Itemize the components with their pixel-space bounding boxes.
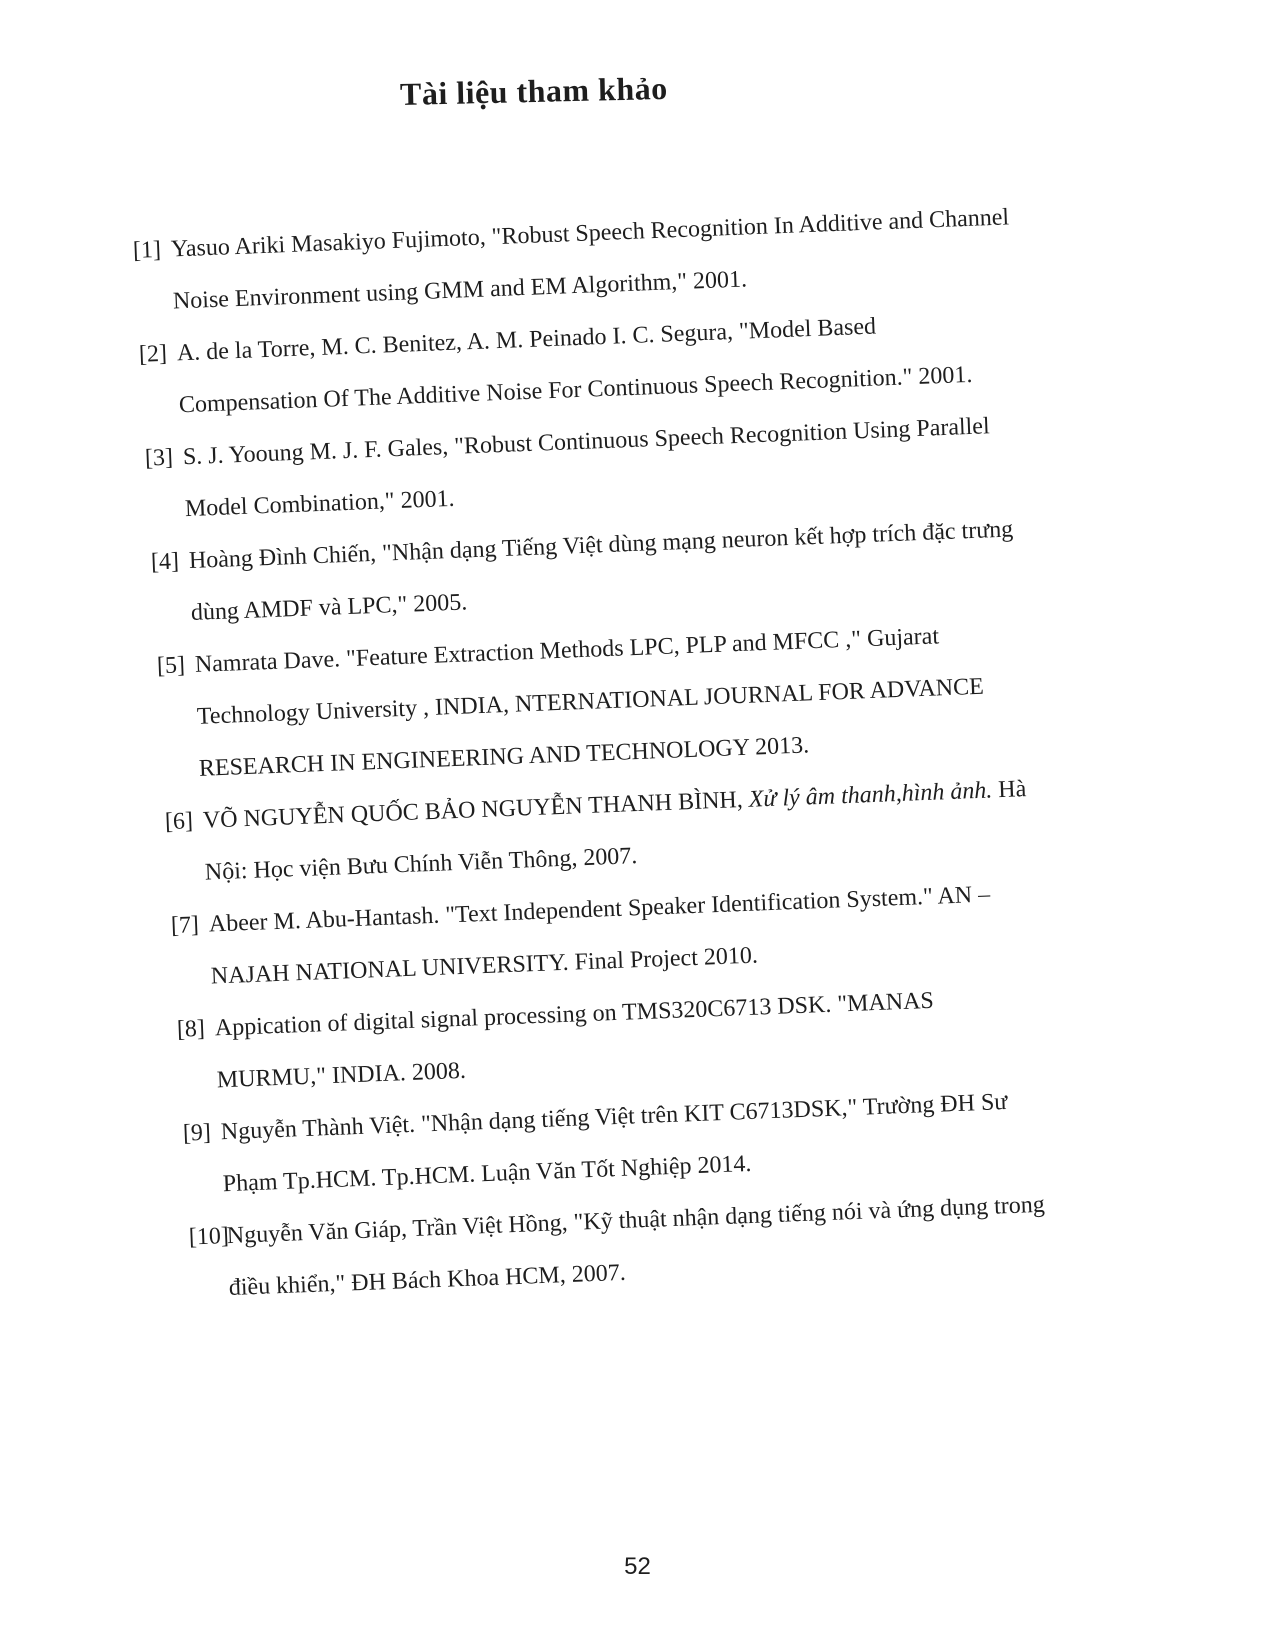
reference-number: [4] [150,548,180,576]
reference-number: [9] [182,1119,212,1147]
reference-number: [5] [156,652,186,680]
reference-text-publisher: Hà Nội: Học viện Bưu Chính Viễn Thông, 2007. [204,776,1027,886]
reference-text: A. de la Torre, M. C. Benitez, A. M. Peinado I. C. Segura, "Model Based Compensation Of The Additive Noise For Continuous Speech Recognition." 2001. [176,313,973,419]
page-title: Tài liệu tham khảo [399,69,669,112]
reference-number: [1] [132,236,162,264]
reference-number: [7] [170,911,200,940]
reference-number: [10] [188,1223,230,1251]
reference-text: Appication of digital signal processing on TMS320C6713 DSK. "MANAS MURMU," INDIA. 2008. [214,987,935,1094]
reference-number: [3] [144,444,174,472]
reference-text-authors: VÕ NGUYỄN QUỐC BẢO NGUYỄN THANH BÌNH, [202,786,750,834]
reference-number: [8] [176,1015,206,1043]
reference-number: [6] [164,808,194,836]
page-number: 52 [624,1553,651,1580]
reference-text: Nguyễn Thành Việt. "Nhận dạng tiếng Việt trên KIT C6713DSK," Trường ĐH Sư Phạm Tp.HCM. Tp.HCM. Luận Văn Tốt Nghiệp 2014. [220,1089,1008,1198]
reference-text: Nguyễn Văn Giáp, Trần Việt Hồng, "Kỹ thuật nhận dạng tiếng nói và ứng dụng trong điều khiển," ĐH Bách Khoa HCM, 2007. [226,1191,1046,1302]
reference-list [132,191,1053,1316]
reference-text: Abeer M. Abu-Hantash. "Text Independent Speaker Identification System." AN –NAJAH NATIONAL UNIVERSITY. Final Project 2010. [208,881,991,990]
reference-text: Hoàng Đình Chiến, "Nhận dạng Tiếng Việt dùng mạng neuron kết hợp trích đặc trưng dùng AMDF và LPC," 2005. [188,516,1014,627]
reference-text: Namrata Dave. "Feature Extraction Methods LPC, PLP and MFCC ," Gujarat Technology University , INDIA, NTERNATIONAL JOURNAL FOR ADVANCE RESEARCH IN ENGINEERING AND TECHNOLOGY 2013. [194,623,985,782]
reference-text: Yasuo Ariki Masakiyo Fujimoto, "Robust Speech Recognition In Additive and Channel Noise Environment using GMM and EM Algorithm," 2001. [170,204,1010,315]
reference-number: [2] [138,340,168,368]
reference-text-book-title: Xử lý âm thanh,hình ảnh. [748,777,993,813]
reference-text: S. J. Yooung M. J. F. Gales, "Robust Continuous Speech Recognition Using Parallel Model Combination," 2001. [182,413,991,523]
